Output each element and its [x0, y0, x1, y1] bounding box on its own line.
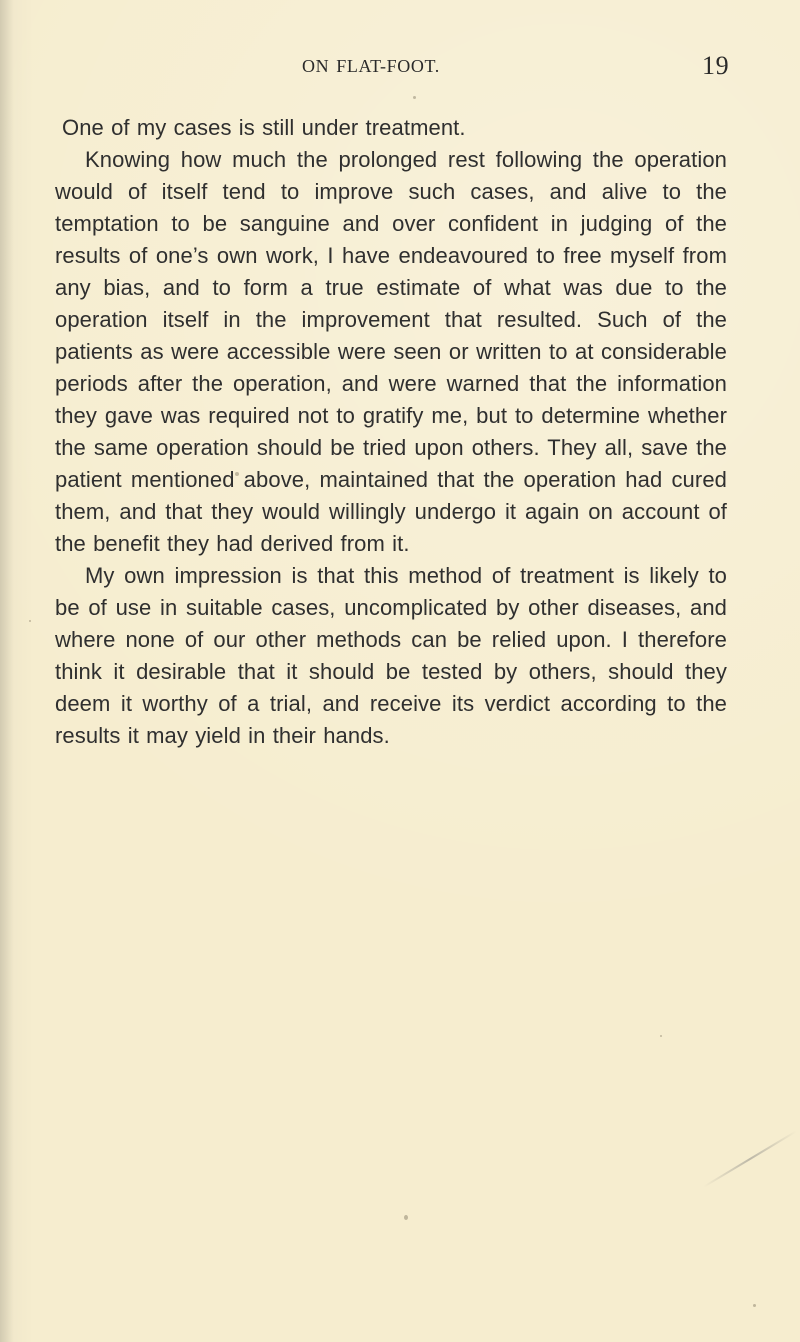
- paper-speck: [753, 1304, 756, 1307]
- paper-speck: [413, 96, 416, 99]
- paragraph-3: My own impression is that this method of treatment is likely to be of use in suitable cases, uncomplicated by other diseases, and where none of our other methods can be relied upon. I therefore think it desirable that it should be tested by others, should they deem it worthy of a trial, and receive its verdict according to the results it may yield in their hands.: [55, 563, 727, 748]
- paragraph-2: Knowing how much the prolonged rest following the operation would of itself tend to improve such cases, and alive to the temptation to be sanguine and over confident in judging of the results of one’s own work, I have endeavoured to free myself from any bias, and to form a true estimate of what was due to the operation itself in the improvement that resulted. Such of the patients as were accessible were seen or written to at considerable periods after the operation, and were warned that the information they gave was required not to gratify me, but to determine whether the same operation should be tried upon others. They all, save the patient mentioned above, maintained that the operation had cured them, and that they would willingly undergo it again on account of the benefit they had derived from it.: [55, 147, 727, 556]
- page-text: [55, 112, 727, 752]
- paper-speck: [29, 620, 31, 622]
- paper-speck: [660, 1035, 662, 1037]
- page-gutter-shadow: [0, 0, 14, 1342]
- paper-speck: [404, 1215, 408, 1220]
- running-title: ON FLAT-FOOT.: [302, 56, 440, 76]
- paragraph-1: One of my cases is still under treatment.: [62, 115, 466, 140]
- paper-speck: [235, 472, 239, 476]
- pencil-mark: [703, 1130, 797, 1187]
- page-number: 19: [702, 51, 730, 80]
